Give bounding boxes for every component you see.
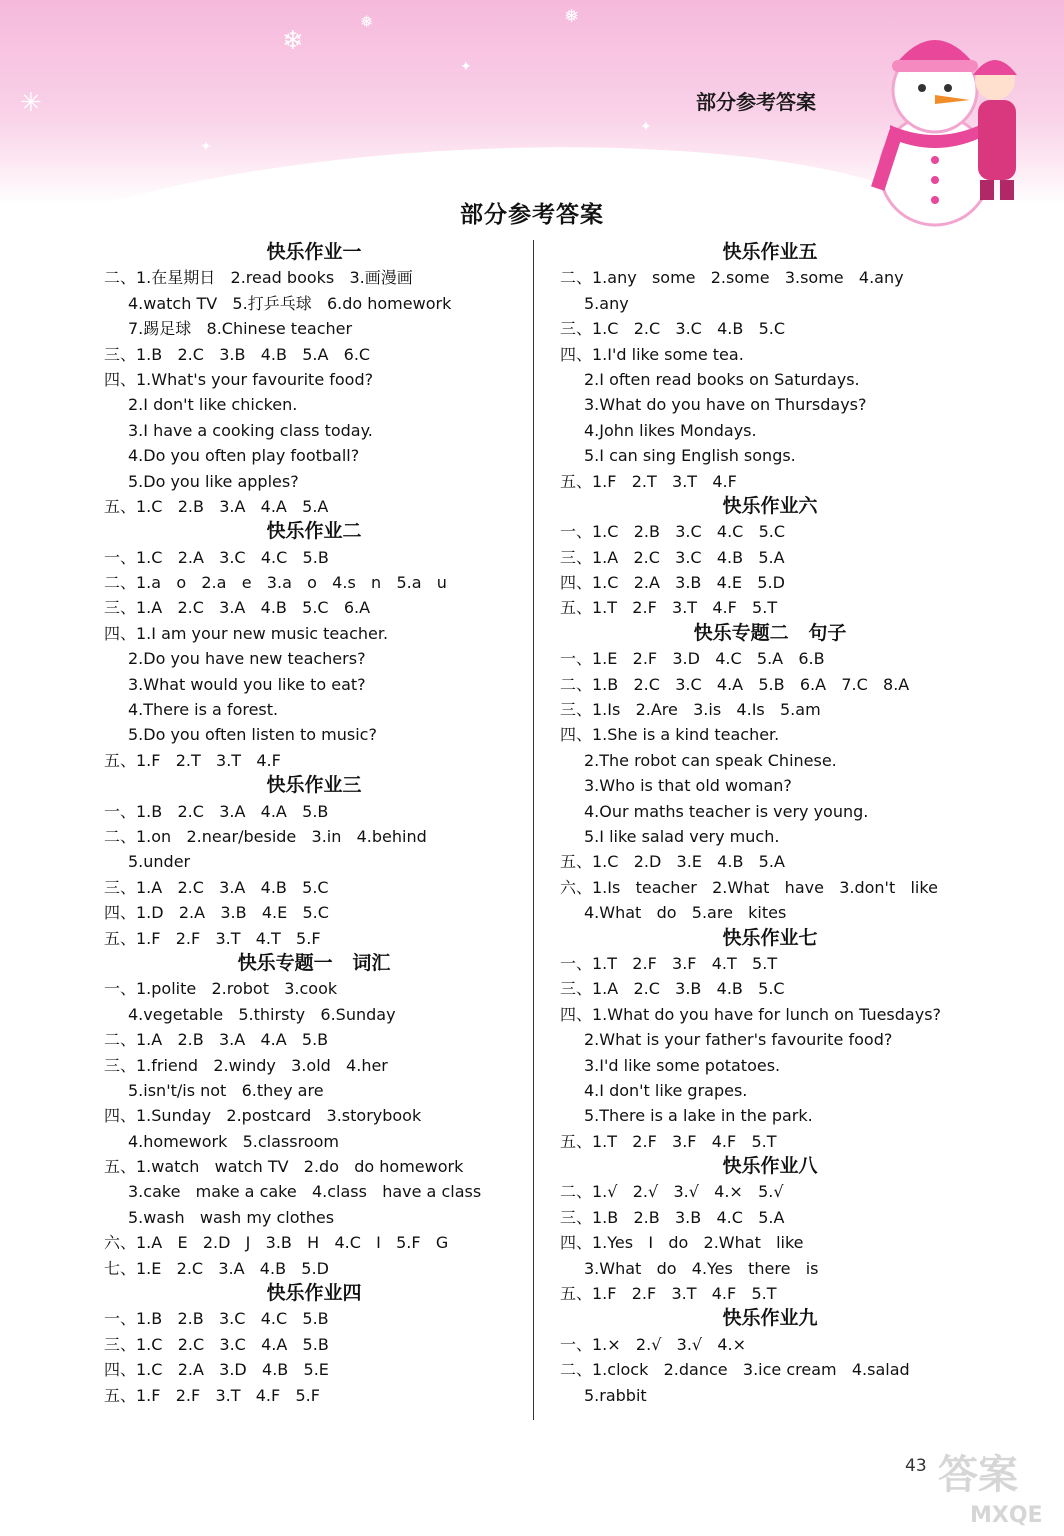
answer-line: 三、1.A 2.C 3.C 4.B 5.A xyxy=(560,547,785,567)
section-heading: 快乐专题二 句子 xyxy=(693,621,847,644)
right-answer-column xyxy=(560,240,980,1408)
header-title: 部分参考答案 xyxy=(696,90,816,114)
answer-line: 3.What would you like to eat? xyxy=(128,674,366,694)
answer-line: 七、1.E 2.C 3.A 4.B 5.D xyxy=(104,1258,329,1278)
answer-line: 4.I don't like grapes. xyxy=(584,1080,748,1100)
snowflake-icon: ✳ xyxy=(20,88,42,118)
answer-line: 四、1.I'd like some tea. xyxy=(560,344,744,364)
answer-line: 2.I don't like chicken. xyxy=(128,395,298,415)
answer-line: 4.John likes Mondays. xyxy=(584,420,757,440)
answer-line: 五、1.T 2.F 3.F 4.F 5.T xyxy=(560,1131,777,1151)
answer-line: 5.under xyxy=(128,852,191,872)
snowflake-icon: ✦ xyxy=(460,59,472,75)
answer-line: 六、1.A E 2.D J 3.B H 4.C I 5.F G xyxy=(104,1233,449,1253)
answer-line: 一、1.C 2.A 3.C 4.C 5.B xyxy=(104,547,329,567)
snowflake-icon: ❅ xyxy=(564,6,580,27)
svg-text:MXQE: MXQE xyxy=(970,1503,1043,1528)
answer-line: 四、1.C 2.A 3.D 4.B 5.E xyxy=(104,1360,329,1380)
answer-line: 二、1.a o 2.a e 3.a o 4.s n 5.a u xyxy=(104,573,447,593)
answer-line: 7.踢足球 8.Chinese teacher xyxy=(128,319,353,339)
answer-line: 3.cake make a cake 4.class have a class xyxy=(128,1182,482,1202)
answer-line: 5.any xyxy=(584,293,629,313)
svg-text:答案: 答案 xyxy=(938,1452,1018,1498)
answer-line: 四、1.She is a kind teacher. xyxy=(560,725,780,745)
answer-line: 三、1.B 2.B 3.B 4.C 5.A xyxy=(560,1207,785,1227)
answer-line: 五、1.F 2.F 3.T 4.F 5.T xyxy=(560,1284,777,1304)
answer-line: 3.What do 4.Yes there is xyxy=(584,1258,819,1278)
section-heading: 快乐作业八 xyxy=(722,1155,818,1178)
answer-line: 一、1.T 2.F 3.F 4.T 5.T xyxy=(560,953,778,973)
answer-line: 一、1.polite 2.robot 3.cook xyxy=(104,979,338,999)
snowflake-icon: ✦ xyxy=(200,139,212,155)
header-banner xyxy=(0,0,1064,205)
answer-line: 一、1.E 2.F 3.D 4.C 5.A 6.B xyxy=(560,649,825,669)
answer-line: 五、1.C 2.D 3.E 4.B 5.A xyxy=(560,852,785,872)
answer-line: 4.homework 5.classroom xyxy=(128,1131,339,1151)
watermark-logo xyxy=(930,1430,1060,1530)
snowflake-icon: ❅ xyxy=(360,12,374,31)
answer-line: 二、1.A 2.B 3.A 4.A 5.B xyxy=(104,1030,329,1050)
answer-line: 4.Our maths teacher is very young. xyxy=(584,801,869,821)
answer-line: 三、1.C 2.C 3.C 4.B 5.C xyxy=(560,319,786,339)
section-heading: 快乐作业二 xyxy=(266,520,362,543)
answer-line: 二、1.on 2.near/beside 3.in 4.behind xyxy=(104,826,427,846)
answer-line: 3.I'd like some potatoes. xyxy=(584,1055,781,1075)
answer-line: 四、1.What's your favourite food? xyxy=(104,369,374,389)
page-title: 部分参考答案 xyxy=(460,202,604,228)
answer-line: 5.rabbit xyxy=(584,1385,647,1405)
snowflake-icon: ❄ xyxy=(282,26,304,56)
answer-line: 4.What do 5.are kites xyxy=(584,903,787,923)
answer-line: 3.Who is that old woman? xyxy=(584,776,792,796)
answer-line: 四、1.D 2.A 3.B 4.E 5.C xyxy=(104,903,329,923)
answer-line: 四、1.Sunday 2.postcard 3.storybook xyxy=(104,1106,422,1126)
answer-line: 2.What is your father's favourite food? xyxy=(584,1030,893,1050)
answer-line: 3.What do you have on Thursdays? xyxy=(584,395,867,415)
answer-line: 二、1.clock 2.dance 3.ice cream 4.salad xyxy=(560,1360,910,1380)
answer-line: 5.I can sing English songs. xyxy=(584,446,796,466)
answer-line: 四、1.What do you have for lunch on Tuesdays? xyxy=(560,1004,942,1024)
answer-line: 一、1.B 2.B 3.C 4.C 5.B xyxy=(104,1309,329,1329)
answer-line: 三、1.friend 2.windy 3.old 4.her xyxy=(104,1055,388,1075)
column-divider xyxy=(533,240,534,1420)
answer-line: 二、1.在星期日 2.read books 3.画漫画 xyxy=(104,268,413,288)
answer-line: 一、1.C 2.B 3.C 4.C 5.C xyxy=(560,522,786,542)
answer-line: 2.I often read books on Saturdays. xyxy=(584,369,860,389)
answer-line: 5.Do you often listen to music? xyxy=(128,725,377,745)
answer-line: 四、1.I am your new music teacher. xyxy=(104,623,389,643)
answer-line: 五、1.T 2.F 3.T 4.F 5.T xyxy=(560,598,778,618)
answer-line: 四、1.C 2.A 3.B 4.E 5.D xyxy=(560,573,785,593)
answer-line: 五、1.F 2.T 3.T 4.F xyxy=(560,471,737,491)
answer-line: 五、1.C 2.B 3.A 4.A 5.A xyxy=(104,496,329,516)
answer-line: 五、1.F 2.F 3.T 4.F 5.F xyxy=(104,1385,320,1405)
section-heading: 快乐作业七 xyxy=(722,926,818,949)
answer-line: 4.vegetable 5.thirsty 6.Sunday xyxy=(128,1004,396,1024)
section-heading: 快乐作业三 xyxy=(266,774,362,797)
left-answer-column xyxy=(104,240,524,1408)
answer-line: 一、1.B 2.C 3.A 4.A 5.B xyxy=(104,801,329,821)
answer-line: 5.Do you like apples? xyxy=(128,471,299,491)
answer-line: 三、1.A 2.C 3.A 4.B 5.C 6.A xyxy=(104,598,371,618)
answer-line: 5.I like salad very much. xyxy=(584,826,780,846)
answer-line: 三、1.A 2.C 3.B 4.B 5.C xyxy=(560,979,785,999)
section-heading: 快乐作业五 xyxy=(722,241,818,263)
answer-line: 五、1.watch watch TV 2.do do homework xyxy=(104,1157,464,1177)
section-heading: 快乐作业九 xyxy=(722,1307,818,1330)
section-heading: 快乐作业一 xyxy=(266,241,362,263)
answer-line: 三、1.C 2.C 3.C 4.A 5.B xyxy=(104,1334,329,1354)
answer-line: 5.isn't/is not 6.they are xyxy=(128,1080,324,1100)
answer-line: 5.There is a lake in the park. xyxy=(584,1106,813,1126)
answer-line: 4.watch TV 5.打乒乓球 6.do homework xyxy=(128,293,452,313)
answer-line: 四、1.Yes I do 2.What like xyxy=(560,1233,804,1253)
answer-line: 六、1.Is teacher 2.What have 3.don't like xyxy=(560,877,938,897)
snowflake-icon: ✦ xyxy=(640,119,652,135)
answer-line: 2.Do you have new teachers? xyxy=(128,649,366,669)
answer-line: 3.I have a cooking class today. xyxy=(128,420,373,440)
answer-line: 三、1.B 2.C 3.B 4.B 5.A 6.C xyxy=(104,344,371,364)
answer-line: 2.The robot can speak Chinese. xyxy=(584,750,837,770)
answer-line: 二、1.√ 2.√ 3.√ 4.× 5.√ xyxy=(560,1182,784,1202)
answer-line: 一、1.× 2.√ 3.√ 4.× xyxy=(560,1334,747,1354)
answer-line: 五、1.F 2.T 3.T 4.F xyxy=(104,750,281,770)
answer-line: 五、1.F 2.F 3.T 4.T 5.F xyxy=(104,928,321,948)
section-heading: 快乐作业四 xyxy=(266,1282,362,1305)
section-heading: 快乐作业六 xyxy=(722,494,818,517)
section-heading: 快乐专题一 词汇 xyxy=(237,951,391,974)
answer-line: 三、1.A 2.C 3.A 4.B 5.C xyxy=(104,877,329,897)
answer-line: 5.wash wash my clothes xyxy=(128,1207,335,1227)
answer-line: 二、1.any some 2.some 3.some 4.any xyxy=(560,268,904,288)
answer-line: 三、1.Is 2.Are 3.is 4.Is 5.am xyxy=(560,700,821,720)
answer-line: 二、1.B 2.C 3.C 4.A 5.B 6.A 7.C 8.A xyxy=(560,674,910,694)
answer-line: 4.There is a forest. xyxy=(128,700,279,720)
page-number: 43 xyxy=(905,1456,927,1476)
answer-line: 4.Do you often play football? xyxy=(128,446,360,466)
